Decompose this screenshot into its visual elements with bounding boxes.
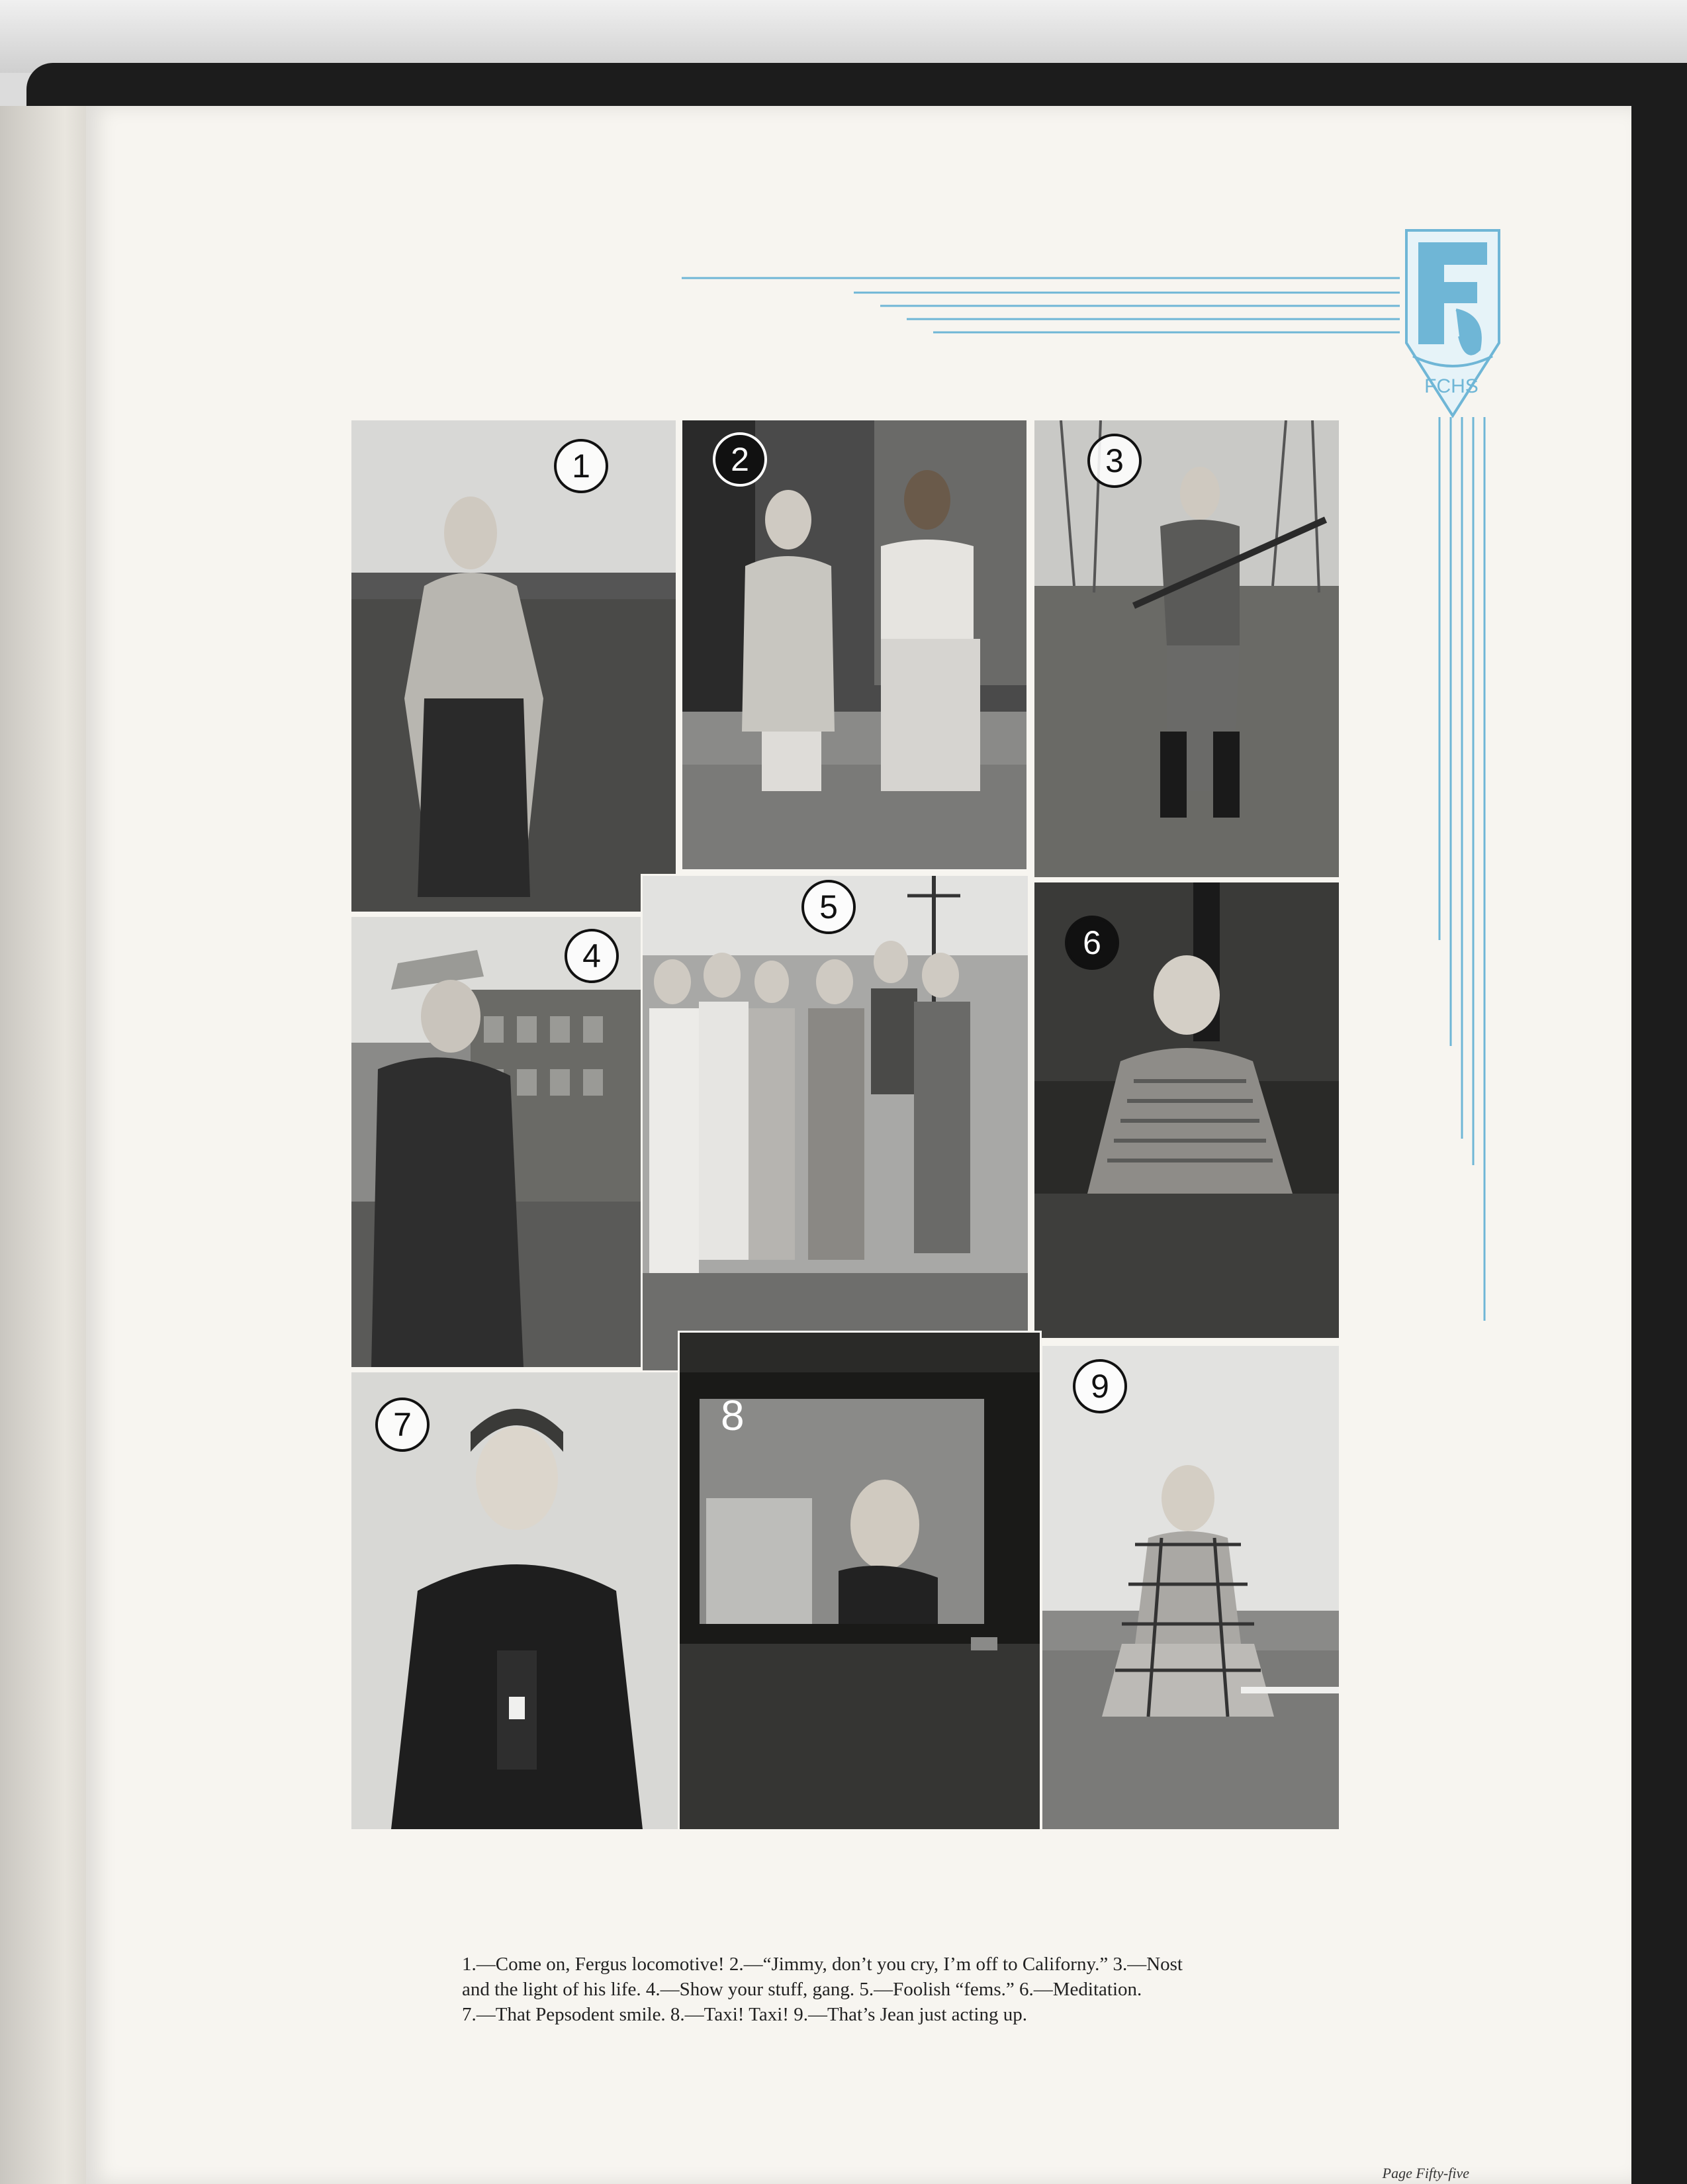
photo-8	[678, 1331, 1042, 1831]
school-emblem-icon	[1393, 224, 1512, 422]
photo-number-7: 7	[375, 1398, 430, 1452]
photo-number-1: 1	[554, 439, 608, 493]
photo-captions	[462, 1952, 1408, 2027]
photo-7	[349, 1370, 684, 1831]
caption-line-3: 7.—That Pepsodent smile. 8.—Taxi! Taxi! 9.—That’s Jean just acting up.	[462, 2004, 1027, 2025]
photo-number-4: 4	[565, 929, 619, 983]
scanner-background	[0, 0, 1687, 73]
yearbook-page	[86, 106, 1631, 2184]
facing-page-edge	[0, 106, 93, 2184]
photo-4	[349, 915, 643, 1369]
photo-number-6: 6	[1065, 916, 1119, 970]
photo-number-9: 9	[1073, 1359, 1127, 1413]
caption-line-2: and the light of his life. 4.—Show your stuff, gang. 5.—Foolish “fems.” 6.—Meditation.	[462, 1979, 1142, 2000]
photo-6	[1032, 880, 1341, 1340]
photo-3	[1032, 418, 1341, 879]
photo-2	[680, 418, 1028, 871]
photo-number-8: 8	[721, 1392, 745, 1439]
photo-5	[641, 874, 1030, 1386]
page-number: Page Fifty-five	[1382, 2165, 1469, 2181]
photo-number-5: 5	[801, 880, 856, 934]
photo-number-3: 3	[1087, 434, 1142, 488]
caption-line-1: 1.—Come on, Fergus locomotive! 2.—“Jimmy, don’t you cry, I’m off to Californy.” 3.—Nost	[462, 1954, 1183, 1975]
photo-1	[349, 418, 678, 914]
photo-number-2: 2	[713, 432, 767, 487]
photo-9	[1040, 1344, 1341, 1831]
emblem-letters: FCHS	[1424, 375, 1479, 397]
